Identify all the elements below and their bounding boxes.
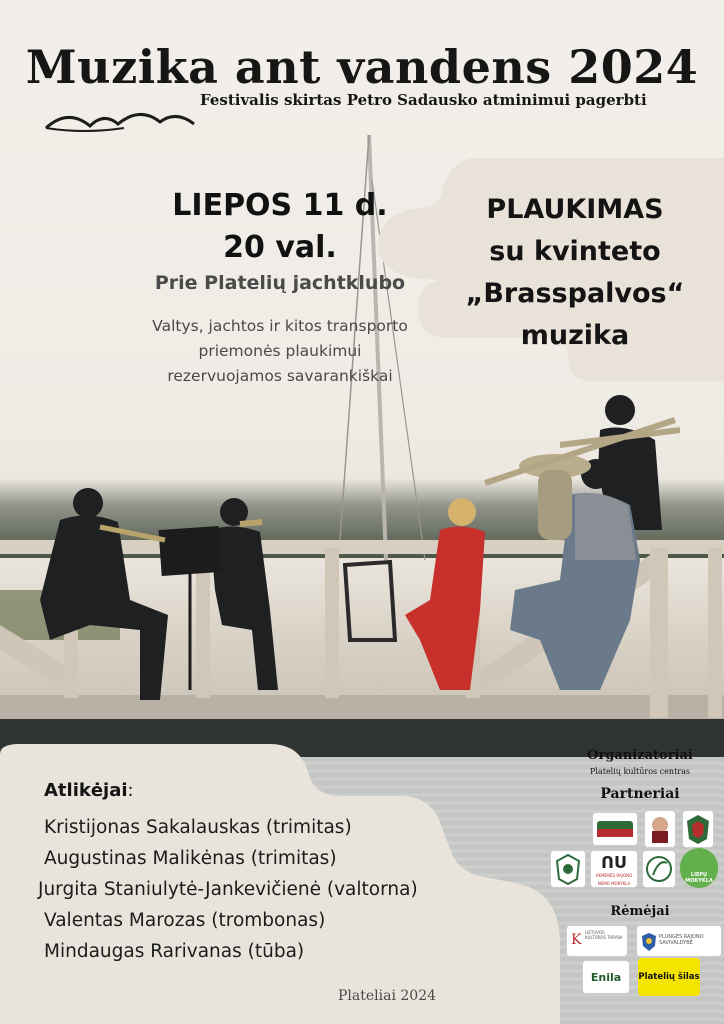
partner-logo-7 <box>680 848 718 888</box>
sponsor-logo-1-text: LIETUVOS KULTŪROS TARYBA <box>585 930 623 940</box>
highlight-line: PLAUKIMAS <box>486 194 664 225</box>
footer-location-year: Plateliai 2024 <box>338 988 437 1004</box>
partner-logo-6 <box>642 850 676 888</box>
sponsor-logo-2-text: PLUNGĖS RAJONO SAVIVALDYBĖ <box>659 934 704 946</box>
festival-subtitle: Festivalis skirtas Petro Sadausko atminimui pagerbti <box>200 91 647 109</box>
partner-logo-1 <box>592 812 638 846</box>
platform-deck <box>0 695 724 719</box>
event-date: LIEPOS 11 d. <box>172 188 388 223</box>
sponsor-logo-enila-text: Enila <box>590 971 622 984</box>
partner-logo-5: ᑎᑌ AKMENĖS RAJONO NEMO MOKYKLA <box>590 850 638 888</box>
highlight-line: „Brasspalvos“ <box>465 278 685 309</box>
organizers-title: Organizatoriai <box>587 748 693 763</box>
performer-item: Kristijonas Sakalauskas (trimitas) <box>44 817 352 838</box>
performer-item: Jurgita Staniulytė-Jankevičienė (valtorna) <box>38 879 418 900</box>
highlight-line: muzika <box>520 320 630 351</box>
wave-ornament-icon <box>44 104 204 136</box>
performer-item: Mindaugas Rarivanas (tūba) <box>44 941 305 962</box>
performers-heading-label: Atlikėjai <box>44 780 128 801</box>
highlight-text <box>420 189 724 357</box>
performer-item: Augustinas Malikėnas (trimitas) <box>44 848 337 869</box>
sponsors-title: Rėmėjai <box>610 904 670 919</box>
event-place: Prie Platelių jachtklubo <box>154 272 406 294</box>
sponsor-logo-2 <box>636 925 722 957</box>
note-line: Valtys, jachtos ir kitos transporto <box>152 317 408 335</box>
sponsor-logo-enila <box>582 960 630 994</box>
performer-item: Valentas Marozas (trombonas) <box>44 910 326 931</box>
performers-list <box>38 812 518 967</box>
partner-logo-7-text: LIEPŲ MOKYKLA <box>685 872 713 884</box>
organizer-name: Platelių kultūros centras <box>590 767 690 776</box>
partner-logo-4 <box>550 850 586 888</box>
event-time: 20 val. <box>223 230 337 265</box>
performers-heading: Atlikėjai: <box>44 780 134 801</box>
partner-logo-5-text: AKMENĖS RAJONO NEMO MOKYKLA <box>595 873 633 886</box>
sponsor-logo-plateliu-silas-text: Platelių šilas <box>638 972 700 982</box>
festival-title: Muzika ant vandens 2024 <box>25 40 699 94</box>
note-line: rezervuojamos savarankiškai <box>167 367 393 385</box>
partner-logo-3 <box>682 810 714 848</box>
highlight-line: su kvinteto <box>489 236 661 267</box>
sponsor-logo-1: K LIETUVOS KULTŪROS TARYBA <box>566 925 628 957</box>
sponsor-logo-plateliu-silas <box>638 958 700 996</box>
note-line: priemonės plaukimui <box>198 342 362 360</box>
partners-title: Partneriai <box>600 786 680 802</box>
partner-logo-2 <box>644 810 676 848</box>
